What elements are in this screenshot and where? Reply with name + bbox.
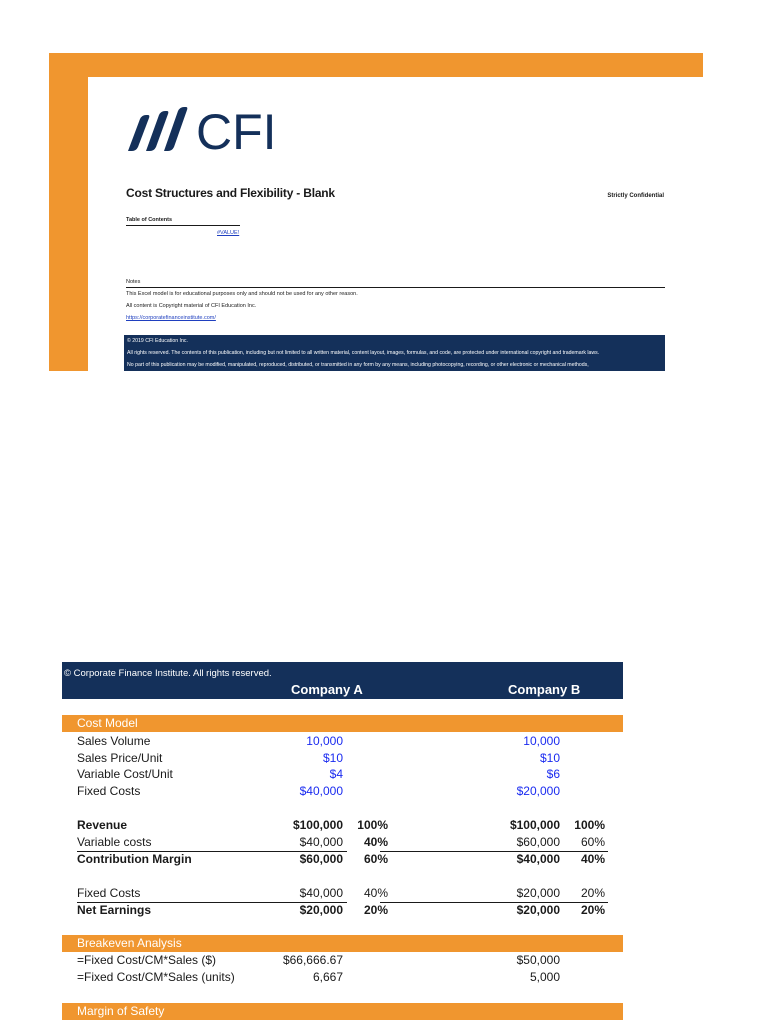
fixed-costs-input-b[interactable]: $20,000 xyxy=(516,784,560,798)
fixed-costs-a-pct[interactable]: 40% xyxy=(363,886,388,900)
revenue-b-pct[interactable]: 100% xyxy=(574,818,605,832)
copyright-line-3: No part of this publication may be modified, manipulated, reproduced, distributed, or transmitted in any form by any means, including photocopying, recording, or other electronic or mechanical methods, xyxy=(127,362,589,368)
company-a-header: Company A xyxy=(291,682,363,697)
contribution-margin-a[interactable]: $60,000 xyxy=(299,852,343,866)
cost-model-header xyxy=(62,715,623,732)
toc-label: Table of Contents xyxy=(126,217,240,226)
revenue-a-pct[interactable]: 100% xyxy=(357,818,388,832)
variable-costs-a-pct[interactable]: 40% xyxy=(363,835,388,849)
net-earnings-a[interactable]: $20,000 xyxy=(299,903,343,917)
copyright-line-1: © 2019 CFI Education Inc. xyxy=(127,338,188,344)
variable-costs-b-pct[interactable]: 60% xyxy=(580,835,605,849)
sales-price-a[interactable]: $10 xyxy=(322,751,343,765)
fixed-costs-b[interactable]: $20,000 xyxy=(516,886,560,900)
note-line-1: This Excel model is for educational purposes only and should not be used for any other reason. xyxy=(126,291,358,297)
variable-costs-label: Variable costs xyxy=(77,835,152,849)
variable-cost-unit-label: Variable Cost/Unit xyxy=(77,767,173,781)
breakeven-units-label: =Fixed Cost/CM*Sales (units) xyxy=(77,970,235,984)
breakeven-dollars-b[interactable]: $50,000 xyxy=(516,953,560,967)
sales-volume-b[interactable]: 10,000 xyxy=(523,734,560,748)
breakeven-units-a[interactable]: 6,667 xyxy=(312,970,343,984)
net-earnings-a-pct[interactable]: 20% xyxy=(363,903,388,917)
company-b-header: Company B xyxy=(508,682,581,697)
fixed-costs-input-a[interactable]: $40,000 xyxy=(299,784,343,798)
logo-text: CFI xyxy=(196,107,277,153)
net-earnings-b-pct[interactable]: 20% xyxy=(580,903,605,917)
copyright-box xyxy=(124,335,665,371)
sales-price-label: Sales Price/Unit xyxy=(77,751,163,765)
breakeven-header xyxy=(62,935,623,952)
confidential-label: Strictly Confidential xyxy=(607,193,664,199)
copyright-line-2: All rights reserved. The contents of this publication, including but not limited to all written material, content layout, images, formulas, and code, are protected under international copyright and trademark laws. xyxy=(127,350,600,356)
note-line-2: All content is Copyright material of CFI Education Inc. xyxy=(126,303,257,309)
contribution-margin-b[interactable]: $40,000 xyxy=(516,852,560,866)
worksheet-copyright: © Corporate Finance Institute. All rights reserved. xyxy=(64,668,272,679)
variable-costs-a[interactable]: $40,000 xyxy=(299,835,343,849)
variable-cost-unit-b[interactable]: $6 xyxy=(546,767,560,781)
cm-rule-b xyxy=(380,851,608,852)
cfi-logo xyxy=(126,107,286,153)
toc-link[interactable]: #VALUE! xyxy=(217,230,240,236)
net-earnings-b[interactable]: $20,000 xyxy=(516,903,560,917)
breakeven-units-b[interactable]: 5,000 xyxy=(529,970,560,984)
cost-model-title: Cost Model xyxy=(77,716,138,730)
cover-page xyxy=(88,77,703,371)
net-earnings-label: Net Earnings xyxy=(77,903,152,917)
variable-costs-b[interactable]: $60,000 xyxy=(516,835,560,849)
sales-volume-label: Sales Volume xyxy=(77,734,151,748)
fixed-costs-a[interactable]: $40,000 xyxy=(299,886,343,900)
contribution-margin-b-pct[interactable]: 40% xyxy=(580,852,605,866)
fixed-costs-input-label: Fixed Costs xyxy=(77,784,141,798)
breakeven-title: Breakeven Analysis xyxy=(77,936,182,950)
fixed-costs-label: Fixed Costs xyxy=(77,886,141,900)
revenue-b[interactable]: $100,000 xyxy=(509,818,560,832)
net-rule-b xyxy=(380,902,608,903)
revenue-label: Revenue xyxy=(77,818,128,832)
worksheet-header xyxy=(62,662,623,699)
sales-price-b[interactable]: $10 xyxy=(539,751,560,765)
margin-of-safety-title: Margin of Safety xyxy=(77,1004,165,1018)
website-link[interactable]: https://corporatefinanceinstitute.com/ xyxy=(126,315,216,321)
variable-cost-unit-a[interactable]: $4 xyxy=(329,767,343,781)
breakeven-dollars-label: =Fixed Cost/CM*Sales ($) xyxy=(77,953,217,967)
fixed-costs-b-pct[interactable]: 20% xyxy=(580,886,605,900)
breakeven-dollars-a[interactable]: $66,666.67 xyxy=(282,953,343,967)
sales-volume-a[interactable]: 10,000 xyxy=(306,734,343,748)
document-title: Cost Structures and Flexibility - Blank xyxy=(126,186,335,200)
notes-label: Notes xyxy=(126,279,665,288)
margin-of-safety-header xyxy=(62,1003,623,1020)
revenue-a[interactable]: $100,000 xyxy=(292,818,343,832)
contribution-margin-label: Contribution Margin xyxy=(77,852,192,866)
contribution-margin-a-pct[interactable]: 60% xyxy=(363,852,388,866)
